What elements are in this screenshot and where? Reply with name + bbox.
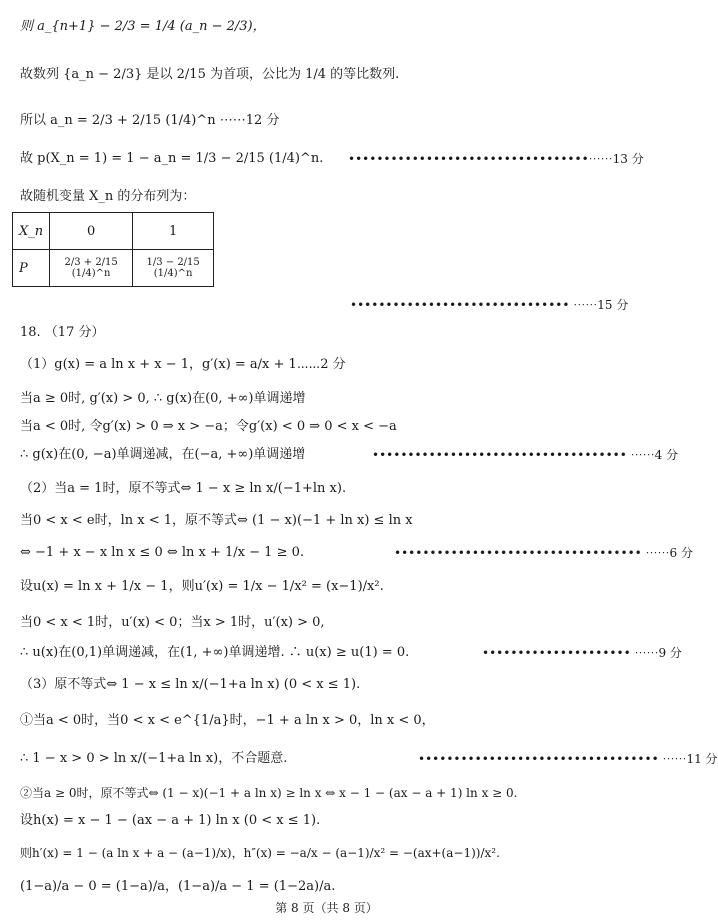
table-row: [13, 250, 214, 287]
solution-line: 故 p(X_n = 1) = 1 − a_n = 1/3 − 2/15 (1/4)^n.: [20, 151, 324, 166]
solution-line: ∴ 1 − x > 0 > ln x/(−1+a ln x)，不合题意.: [20, 751, 288, 766]
table-header-label: X_n: [13, 213, 50, 250]
solution-line: ①当a < 0时，当0 < x < e^{1/a}时，−1 + a ln x > 0，ln x < 0，: [20, 713, 435, 728]
score-marker: ••••••••••••••••••••••••••••••• ⋯⋯15 分: [350, 298, 629, 312]
score-marker: ••••••••••••••••••••••••••••••••••• ⋯⋯6 分: [394, 546, 693, 560]
score-marker: •••••••••••••••••••••••••••••••••••• ⋯⋯4 分: [372, 448, 679, 462]
solution-line: ②当a ≥ 0时，原不等式⇔ (1 − x)(−1 + a ln x) ≥ ln x ⇔ x − 1 − (ax − a + 1) ln x ≥ 0.: [20, 786, 518, 800]
page-footer: 第 8 页（共 8 页）: [275, 901, 378, 915]
table-cell: 2/3 + 2/15 (1/4)^n: [50, 250, 133, 287]
solution-line: 设u(x) = ln x + 1/x − 1，则u′(x) = 1/x − 1/x² = (x−1)/x².: [20, 579, 384, 594]
solution-line: 所以 a_n = 2/3 + 2/15 (1/4)^n ⋯⋯12 分: [20, 113, 280, 128]
table-row: [13, 213, 214, 250]
solution-line: ⇔ −1 + x − x ln x ≤ 0 ⇔ ln x + 1/x − 1 ≥ 0.: [20, 545, 305, 560]
solution-line: 则 a_{n+1} − 2/3 = 1/4 (a_n − 2/3)，: [20, 19, 266, 34]
table-cell: 0: [50, 213, 133, 250]
solution-line: (1−a)/a − 0 = (1−a)/a，(1−a)/a − 1 = (1−2a)/a.: [20, 879, 336, 894]
solution-line: 设h(x) = x − 1 − (ax − a + 1) ln x (0 < x ≤ 1).: [20, 813, 321, 828]
solution-line: 当0 < x < 1时，u′(x) < 0；当x > 1时，u′(x) > 0,: [20, 615, 325, 630]
solution-line: 则h′(x) = 1 − (a ln x + a − (a−1)/x)，h″(x) = −a/x − (a−1)/x² = −(ax+(a−1))/x².: [20, 846, 500, 860]
solution-line: （1）g(x) = a ln x + x − 1，g′(x) = a/x + 1⋯⋯2 分: [20, 357, 346, 372]
score-marker: •••••••••••••••••••••••••••••••••• ⋯⋯11 分: [418, 752, 718, 766]
distribution-table: [12, 212, 214, 287]
question-title: 18. （17 分）: [20, 325, 105, 340]
table-cell: 1: [133, 213, 214, 250]
solution-line: ∴ g(x)在(0, −a)单调递减，在(−a, +∞)单调递增: [20, 447, 306, 462]
solution-line: 当a ≥ 0时, g′(x) > 0, ∴ g(x)在(0, +∞)单调递增: [20, 391, 306, 406]
table-cell: 1/3 − 2/15 (1/4)^n: [133, 250, 214, 287]
score-marker: ••••••••••••••••••••••••••••••••••⋯⋯13 分: [348, 152, 644, 166]
solution-line: ∴ u(x)在(0,1)单调递减，在(1, +∞)单调递增. ∴ u(x) ≥ u(1) = 0.: [20, 645, 410, 660]
table-row-label: P: [13, 250, 50, 287]
solution-line: 故随机变量 X_n 的分布列为：: [20, 189, 196, 204]
solution-line: （3）原不等式⇔ 1 − x ≤ ln x/(−1+a ln x) (0 < x ≤ 1).: [20, 677, 361, 692]
solution-line: （2）当a = 1时，原不等式⇔ 1 − x ≥ ln x/(−1+ln x).: [20, 481, 347, 496]
solution-line: 当0 < x < e时，ln x < 1，原不等式⇔ (1 − x)(−1 + ln x) ≤ ln x: [20, 513, 413, 528]
score-marker: ••••••••••••••••••••• ⋯⋯9 分: [482, 646, 682, 660]
solution-line: 当a < 0时, 令g′(x) > 0 ⇒ x > −a；令g′(x) < 0 ⇒ 0 < x < −a: [20, 419, 397, 434]
solution-line: 故数列 {a_n − 2/3} 是以 2/15 为首项，公比为 1/4 的等比数列.: [20, 67, 400, 82]
